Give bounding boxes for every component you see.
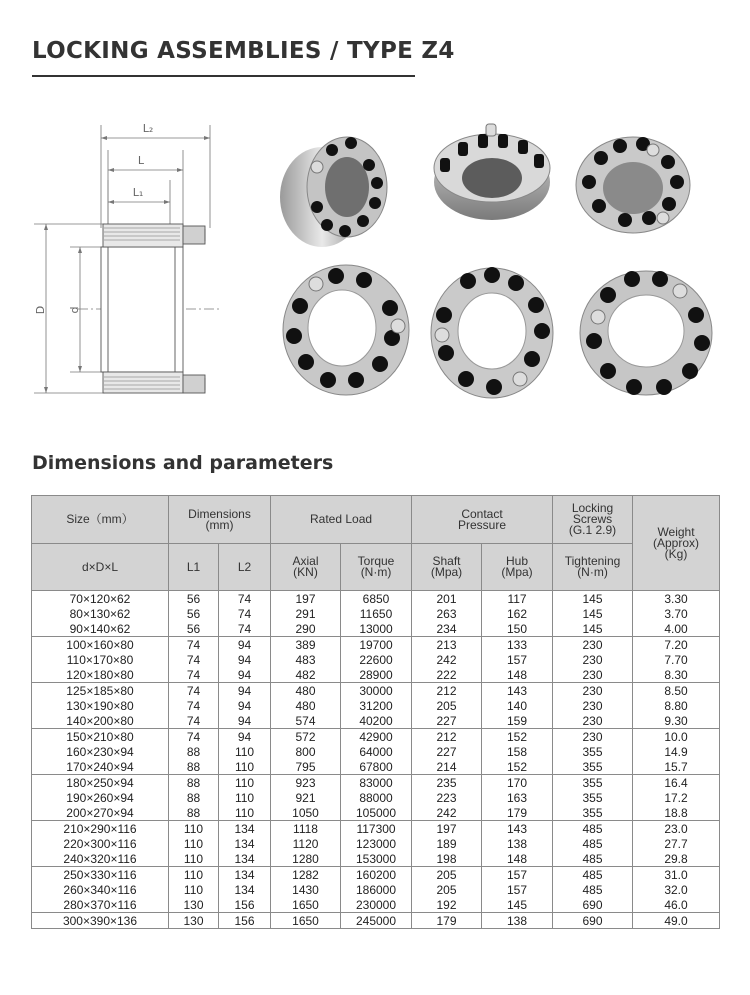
cell-torque: 28900 bbox=[341, 667, 412, 683]
cell-shaft: 179 bbox=[412, 913, 482, 929]
table-row bbox=[32, 882, 720, 897]
cell-shaft: 212 bbox=[412, 683, 482, 699]
cell-axial: 483 bbox=[271, 652, 341, 667]
cell-axial: 1282 bbox=[271, 867, 341, 883]
cell-size: 100×160×80 bbox=[32, 637, 169, 653]
cell-hub: 158 bbox=[482, 744, 553, 759]
product-photo-6 bbox=[576, 267, 716, 402]
cell-hub: 148 bbox=[482, 851, 553, 867]
cell-axial: 1120 bbox=[271, 836, 341, 851]
cell-l2: 110 bbox=[219, 790, 271, 805]
header-dxdxl: d×D×L bbox=[32, 544, 169, 591]
cell-weight: 27.7 bbox=[633, 836, 720, 851]
cell-hub: 159 bbox=[482, 713, 553, 729]
cell-size: 90×140×62 bbox=[32, 621, 169, 637]
table-row bbox=[32, 606, 720, 621]
cell-shaft: 223 bbox=[412, 790, 482, 805]
cell-axial: 1650 bbox=[271, 897, 341, 913]
cell-l2: 94 bbox=[219, 652, 271, 667]
cell-torque: 105000 bbox=[341, 805, 412, 821]
cell-l1: 74 bbox=[169, 683, 219, 699]
cell-l1: 74 bbox=[169, 667, 219, 683]
cell-l2: 94 bbox=[219, 683, 271, 699]
cell-weight: 14.9 bbox=[633, 744, 720, 759]
cell-l2: 74 bbox=[219, 591, 271, 607]
cell-shaft: 242 bbox=[412, 805, 482, 821]
cell-tightening: 230 bbox=[553, 667, 633, 683]
cell-l1: 88 bbox=[169, 805, 219, 821]
dim-label-l1: L₁ bbox=[132, 186, 144, 199]
cell-tightening: 145 bbox=[553, 591, 633, 607]
cell-l2: 156 bbox=[219, 897, 271, 913]
cell-torque: 153000 bbox=[341, 851, 412, 867]
cell-shaft: 234 bbox=[412, 621, 482, 637]
cell-axial: 800 bbox=[271, 744, 341, 759]
cell-hub: 157 bbox=[482, 652, 553, 667]
cell-tightening: 485 bbox=[553, 867, 633, 883]
cell-torque: 64000 bbox=[341, 744, 412, 759]
cell-tightening: 355 bbox=[553, 805, 633, 821]
cell-tightening: 355 bbox=[553, 744, 633, 759]
cell-hub: 157 bbox=[482, 867, 553, 883]
cell-torque: 245000 bbox=[341, 913, 412, 929]
cell-hub: 163 bbox=[482, 790, 553, 805]
cell-size: 120×180×80 bbox=[32, 667, 169, 683]
header-contact-pressure: Contact Pressure bbox=[412, 496, 553, 544]
parameters-table-body bbox=[32, 591, 720, 929]
cell-weight: 16.4 bbox=[633, 775, 720, 791]
table-row bbox=[32, 744, 720, 759]
dim-label-inner-d: d bbox=[68, 306, 81, 314]
cell-weight: 4.00 bbox=[633, 621, 720, 637]
cell-size: 110×170×80 bbox=[32, 652, 169, 667]
cell-l2: 134 bbox=[219, 821, 271, 837]
cell-axial: 1280 bbox=[271, 851, 341, 867]
cell-l1: 110 bbox=[169, 836, 219, 851]
table-row bbox=[32, 667, 720, 683]
table-row bbox=[32, 867, 720, 883]
cell-l1: 74 bbox=[169, 637, 219, 653]
cell-l2: 156 bbox=[219, 913, 271, 929]
cell-hub: 150 bbox=[482, 621, 553, 637]
cell-weight: 9.30 bbox=[633, 713, 720, 729]
cell-l2: 134 bbox=[219, 836, 271, 851]
cell-size: 130×190×80 bbox=[32, 698, 169, 713]
cell-torque: 186000 bbox=[341, 882, 412, 897]
cell-l2: 74 bbox=[219, 606, 271, 621]
cell-axial: 795 bbox=[271, 759, 341, 775]
cell-weight: 15.7 bbox=[633, 759, 720, 775]
cell-weight: 7.70 bbox=[633, 652, 720, 667]
product-photo-1 bbox=[277, 125, 392, 250]
cell-shaft: 205 bbox=[412, 698, 482, 713]
cell-weight: 8.50 bbox=[633, 683, 720, 699]
cell-shaft: 242 bbox=[412, 652, 482, 667]
cell-axial: 197 bbox=[271, 591, 341, 607]
cell-shaft: 198 bbox=[412, 851, 482, 867]
cell-l1: 74 bbox=[169, 729, 219, 745]
cell-hub: 179 bbox=[482, 805, 553, 821]
cell-l1: 110 bbox=[169, 882, 219, 897]
cell-tightening: 145 bbox=[553, 606, 633, 621]
cell-axial: 923 bbox=[271, 775, 341, 791]
cell-size: 150×210×80 bbox=[32, 729, 169, 745]
cell-l2: 110 bbox=[219, 759, 271, 775]
cell-l2: 134 bbox=[219, 867, 271, 883]
cell-l1: 56 bbox=[169, 621, 219, 637]
cell-size: 220×300×116 bbox=[32, 836, 169, 851]
cell-weight: 17.2 bbox=[633, 790, 720, 805]
cell-size: 140×200×80 bbox=[32, 713, 169, 729]
header-dimensions: Dimensions (mm) bbox=[169, 496, 271, 544]
cell-l2: 134 bbox=[219, 851, 271, 867]
table-row bbox=[32, 621, 720, 637]
cell-size: 240×320×116 bbox=[32, 851, 169, 867]
cell-tightening: 485 bbox=[553, 882, 633, 897]
cell-l1: 110 bbox=[169, 821, 219, 837]
cell-hub: 152 bbox=[482, 729, 553, 745]
header-hub: Hub (Mpa) bbox=[482, 544, 553, 591]
page-title: LOCKING ASSEMBLIES / TYPE Z4 bbox=[32, 38, 455, 64]
cell-weight: 31.0 bbox=[633, 867, 720, 883]
header-locking-screws: Locking Screws (G.1 2.9) bbox=[553, 496, 633, 544]
cell-l1: 88 bbox=[169, 790, 219, 805]
cell-l1: 74 bbox=[169, 652, 219, 667]
cell-tightening: 690 bbox=[553, 913, 633, 929]
cell-hub: 148 bbox=[482, 667, 553, 683]
cell-l2: 94 bbox=[219, 729, 271, 745]
cell-axial: 482 bbox=[271, 667, 341, 683]
cell-l2: 110 bbox=[219, 805, 271, 821]
table-row bbox=[32, 729, 720, 745]
cell-size: 125×185×80 bbox=[32, 683, 169, 699]
cell-l1: 110 bbox=[169, 851, 219, 867]
table-row bbox=[32, 713, 720, 729]
cell-weight: 10.0 bbox=[633, 729, 720, 745]
cell-l1: 130 bbox=[169, 897, 219, 913]
cell-weight: 29.8 bbox=[633, 851, 720, 867]
cell-l1: 74 bbox=[169, 713, 219, 729]
cell-shaft: 214 bbox=[412, 759, 482, 775]
cell-weight: 7.20 bbox=[633, 637, 720, 653]
cell-l1: 88 bbox=[169, 775, 219, 791]
cell-shaft: 263 bbox=[412, 606, 482, 621]
cell-hub: 117 bbox=[482, 591, 553, 607]
table-row bbox=[32, 805, 720, 821]
cell-weight: 8.30 bbox=[633, 667, 720, 683]
cell-axial: 921 bbox=[271, 790, 341, 805]
header-l1: L1 bbox=[169, 544, 219, 591]
cell-size: 200×270×94 bbox=[32, 805, 169, 821]
cell-hub: 152 bbox=[482, 759, 553, 775]
cell-shaft: 201 bbox=[412, 591, 482, 607]
table-row bbox=[32, 836, 720, 851]
cell-hub: 157 bbox=[482, 882, 553, 897]
cell-torque: 88000 bbox=[341, 790, 412, 805]
cell-hub: 143 bbox=[482, 683, 553, 699]
cell-hub: 162 bbox=[482, 606, 553, 621]
cell-l1: 88 bbox=[169, 744, 219, 759]
cell-l2: 94 bbox=[219, 698, 271, 713]
cell-hub: 170 bbox=[482, 775, 553, 791]
cell-shaft: 222 bbox=[412, 667, 482, 683]
table-row bbox=[32, 775, 720, 791]
cell-l2: 110 bbox=[219, 775, 271, 791]
cell-axial: 1050 bbox=[271, 805, 341, 821]
table-row bbox=[32, 591, 720, 607]
cell-hub: 140 bbox=[482, 698, 553, 713]
cell-torque: 30000 bbox=[341, 683, 412, 699]
section-subtitle: Dimensions and parameters bbox=[32, 452, 334, 474]
cell-l2: 94 bbox=[219, 637, 271, 653]
product-photo-2 bbox=[430, 120, 555, 225]
header-shaft: Shaft (Mpa) bbox=[412, 544, 482, 591]
cell-shaft: 227 bbox=[412, 744, 482, 759]
cell-axial: 291 bbox=[271, 606, 341, 621]
cell-hub: 145 bbox=[482, 897, 553, 913]
cell-torque: 40200 bbox=[341, 713, 412, 729]
cell-l1: 56 bbox=[169, 606, 219, 621]
cell-tightening: 230 bbox=[553, 683, 633, 699]
cell-size: 170×240×94 bbox=[32, 759, 169, 775]
cell-axial: 290 bbox=[271, 621, 341, 637]
cell-shaft: 197 bbox=[412, 821, 482, 837]
cell-torque: 42900 bbox=[341, 729, 412, 745]
cell-hub: 138 bbox=[482, 913, 553, 929]
cell-axial: 572 bbox=[271, 729, 341, 745]
cell-tightening: 355 bbox=[553, 775, 633, 791]
header-weight: Weight (Approx) (Kg) bbox=[633, 496, 720, 591]
product-photo-3 bbox=[573, 130, 693, 235]
cell-l1: 88 bbox=[169, 759, 219, 775]
cell-tightening: 485 bbox=[553, 821, 633, 837]
cell-l1: 110 bbox=[169, 867, 219, 883]
header-axial: Axial (KN) bbox=[271, 544, 341, 591]
header-size: Size（mm） bbox=[32, 496, 169, 544]
cell-weight: 49.0 bbox=[633, 913, 720, 929]
cell-weight: 8.80 bbox=[633, 698, 720, 713]
cell-shaft: 227 bbox=[412, 713, 482, 729]
cell-size: 70×120×62 bbox=[32, 591, 169, 607]
product-photo-5 bbox=[428, 265, 556, 400]
cell-torque: 19700 bbox=[341, 637, 412, 653]
title-underline bbox=[32, 75, 415, 77]
cell-shaft: 212 bbox=[412, 729, 482, 745]
cell-torque: 117300 bbox=[341, 821, 412, 837]
cross-section-drawing bbox=[20, 110, 230, 410]
cell-tightening: 230 bbox=[553, 729, 633, 745]
header-rated-load: Rated Load bbox=[271, 496, 412, 544]
cell-l1: 56 bbox=[169, 591, 219, 607]
cell-tightening: 485 bbox=[553, 836, 633, 851]
dim-label-outer-d: D bbox=[34, 305, 47, 315]
table-row bbox=[32, 759, 720, 775]
cell-torque: 22600 bbox=[341, 652, 412, 667]
cell-l2: 134 bbox=[219, 882, 271, 897]
cell-size: 80×130×62 bbox=[32, 606, 169, 621]
header-torque: Torque (N·m) bbox=[341, 544, 412, 591]
cell-tightening: 230 bbox=[553, 713, 633, 729]
header-l2: L2 bbox=[219, 544, 271, 591]
cell-shaft: 205 bbox=[412, 867, 482, 883]
dim-label-l: L bbox=[137, 154, 145, 167]
cell-size: 210×290×116 bbox=[32, 821, 169, 837]
cell-axial: 1430 bbox=[271, 882, 341, 897]
cell-axial: 1118 bbox=[271, 821, 341, 837]
table-row bbox=[32, 821, 720, 837]
cell-size: 300×390×136 bbox=[32, 913, 169, 929]
cell-torque: 13000 bbox=[341, 621, 412, 637]
table-row bbox=[32, 897, 720, 913]
cell-shaft: 213 bbox=[412, 637, 482, 653]
cell-torque: 160200 bbox=[341, 867, 412, 883]
cell-hub: 138 bbox=[482, 836, 553, 851]
cell-tightening: 485 bbox=[553, 851, 633, 867]
table-row bbox=[32, 851, 720, 867]
cell-tightening: 690 bbox=[553, 897, 633, 913]
cell-weight: 23.0 bbox=[633, 821, 720, 837]
cell-torque: 6850 bbox=[341, 591, 412, 607]
cell-torque: 230000 bbox=[341, 897, 412, 913]
table-row bbox=[32, 913, 720, 929]
cell-torque: 11650 bbox=[341, 606, 412, 621]
table-row bbox=[32, 698, 720, 713]
cell-axial: 480 bbox=[271, 683, 341, 699]
cell-axial: 574 bbox=[271, 713, 341, 729]
cell-l2: 74 bbox=[219, 621, 271, 637]
cell-weight: 32.0 bbox=[633, 882, 720, 897]
cell-tightening: 355 bbox=[553, 790, 633, 805]
table-row bbox=[32, 637, 720, 653]
cell-shaft: 192 bbox=[412, 897, 482, 913]
cell-tightening: 355 bbox=[553, 759, 633, 775]
cell-l2: 94 bbox=[219, 667, 271, 683]
cell-size: 180×250×94 bbox=[32, 775, 169, 791]
cell-tightening: 230 bbox=[553, 637, 633, 653]
cell-tightening: 230 bbox=[553, 652, 633, 667]
cell-weight: 18.8 bbox=[633, 805, 720, 821]
cell-l1: 74 bbox=[169, 698, 219, 713]
cell-size: 190×260×94 bbox=[32, 790, 169, 805]
cell-l1: 130 bbox=[169, 913, 219, 929]
table-row bbox=[32, 683, 720, 699]
cell-l2: 94 bbox=[219, 713, 271, 729]
cell-hub: 143 bbox=[482, 821, 553, 837]
table-row bbox=[32, 652, 720, 667]
cell-torque: 123000 bbox=[341, 836, 412, 851]
dim-label-l2: L₂ bbox=[142, 122, 154, 135]
cell-weight: 3.70 bbox=[633, 606, 720, 621]
cell-shaft: 189 bbox=[412, 836, 482, 851]
header-tightening: Tightening (N·m) bbox=[553, 544, 633, 591]
cell-l2: 110 bbox=[219, 744, 271, 759]
cell-size: 280×370×116 bbox=[32, 897, 169, 913]
product-photo-4 bbox=[280, 262, 412, 397]
table-row bbox=[32, 790, 720, 805]
cell-torque: 67800 bbox=[341, 759, 412, 775]
cell-axial: 389 bbox=[271, 637, 341, 653]
cell-size: 250×330×116 bbox=[32, 867, 169, 883]
cell-weight: 3.30 bbox=[633, 591, 720, 607]
cell-tightening: 145 bbox=[553, 621, 633, 637]
cell-axial: 1650 bbox=[271, 913, 341, 929]
parameters-table bbox=[31, 495, 720, 929]
cell-hub: 133 bbox=[482, 637, 553, 653]
cell-weight: 46.0 bbox=[633, 897, 720, 913]
cell-torque: 83000 bbox=[341, 775, 412, 791]
cell-size: 260×340×116 bbox=[32, 882, 169, 897]
cell-torque: 31200 bbox=[341, 698, 412, 713]
cell-shaft: 205 bbox=[412, 882, 482, 897]
cell-size: 160×230×94 bbox=[32, 744, 169, 759]
cell-axial: 480 bbox=[271, 698, 341, 713]
cell-tightening: 230 bbox=[553, 698, 633, 713]
cell-shaft: 235 bbox=[412, 775, 482, 791]
